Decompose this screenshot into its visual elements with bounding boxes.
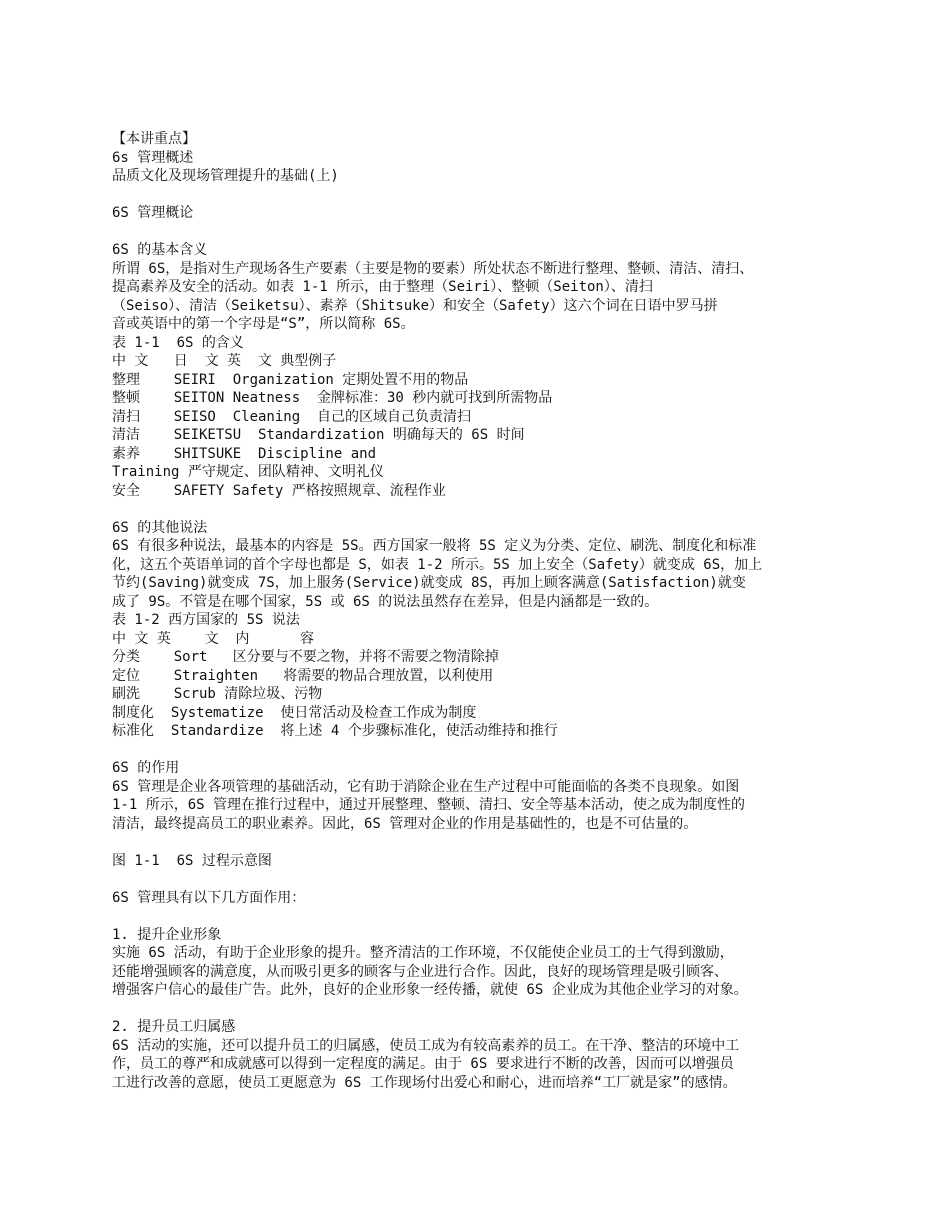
table-row: 清洁 SEIKETSU Standardization 明确每天的 6S 时间 <box>112 427 525 443</box>
table-row: 整理 SEIRI Organization 定期处置不用的物品 <box>112 371 469 388</box>
table-row: 安全 SAFETY Safety 严格按照规章、流程作业 <box>112 482 446 499</box>
table-row: 制度化 Systematize 使日常活动及检查工作成为制度 <box>112 704 477 721</box>
document-page <box>112 130 852 1092</box>
table-row: 刷洗 Scrub 清除垃圾、污物 <box>112 686 323 702</box>
spacer <box>112 833 852 852</box>
spacer <box>112 186 852 205</box>
table-row: 标准化 Standardize 将上述 4 个步骤标准化，使活动维持和推行 <box>112 723 558 739</box>
table-caption: 表 1-1 6S 的含义 <box>112 334 244 351</box>
section-title-overview: 6S 管理概论 <box>112 205 194 221</box>
paragraph-line: 所谓 6S，是指对生产现场各生产要素（主要是物的要素）所处状态不断进行整理、整顿、清洁、清扫、 <box>112 260 754 277</box>
effect-intro: 6S 管理具有以下几方面作用： <box>112 889 306 906</box>
course-subtitle: 品质文化及现场管理提升的基础(上) <box>112 168 339 184</box>
point-title: 1. 提升企业形象 <box>112 926 222 943</box>
table-row: 整顿 SEITON Neatness 金牌标准：30 秒内就可找到所需物品 <box>112 390 553 406</box>
paragraph-line: 实施 6S 活动，有助于企业形象的提升。整齐清洁的工作环境，不仅能使企业员工的士气得到激励， <box>112 945 734 961</box>
table-row: 分类 Sort 区分要与不要之物，并将不需要之物清除掉 <box>112 649 499 665</box>
paragraph-line: 清洁，最终提高员工的职业素养。因此，6S 管理对企业的作用是基础性的，也是不可估量的。 <box>112 815 698 832</box>
table-header: 中 文 英 文 内 容 <box>112 630 315 647</box>
table-row: 定位 Straighten 将需要的物品合理放置，以利使用 <box>112 667 494 684</box>
spacer <box>112 500 852 519</box>
paragraph-line: 提高素养及安全的活动。如表 1-1 所示，由于整理（Seiri）、整顿（Seiton）、清扫 <box>112 279 653 295</box>
table-row: 清扫 SEISO Cleaning 自己的区域自己负责清扫 <box>112 408 472 425</box>
table-caption: 表 1-2 西方国家的 5S 说法 <box>112 612 300 628</box>
table-row: Training 严守规定、团队精神、文明礼仪 <box>112 464 384 480</box>
spacer <box>112 1000 852 1019</box>
section-title-other: 6S 的其他说法 <box>112 519 208 536</box>
section-title-effect: 6S 的作用 <box>112 760 180 776</box>
paragraph-line: 还能增强顾客的满意度，从而吸引更多的顾客与企业进行合作。因此，良好的现场管理是吸引顾客、 <box>112 963 728 980</box>
key-points-tag: 【本讲重点】 <box>112 131 196 147</box>
section-title-meaning: 6S 的基本含义 <box>112 242 208 258</box>
paragraph-line: 6S 有很多种说法，最基本的内容是 5S。西方国家一般将 5S 定义为分类、定位、刷洗、制度化和标准 <box>112 538 757 554</box>
course-title: 6s 管理概述 <box>112 149 194 166</box>
spacer <box>112 223 852 242</box>
paragraph-line: 6S 管理是企业各项管理的基础活动，它有助于消除企业在生产过程中可能面临的各类不良现象。如图 <box>112 778 740 795</box>
paragraph-line: 音或英语中的第一个字母是“S”，所以简称 6S。 <box>112 316 415 332</box>
spacer <box>112 741 852 760</box>
paragraph-line: 增强客户信心的最佳广告。此外，良好的企业形象一经传播，就使 6S 企业成为其他企业学习的对象。 <box>112 982 748 998</box>
paragraph-line: 作，员工的尊严和成就感可以得到一定程度的满足。由于 6S 要求进行不断的改善，因而可以增强员 <box>112 1056 734 1072</box>
paragraph-line: 节约(Saving)就变成 7S，加上服务(Service)就变成 8S，再加上顾客满意(Satisfaction)就变 <box>112 575 746 591</box>
figure-caption: 图 1-1 6S 过程示意图 <box>112 852 272 869</box>
paragraph-line: 化，这五个英语单词的首个字母也都是 S，如表 1-2 所示。5S 加上安全（Safety）就变成 6S，加上 <box>112 556 763 573</box>
paragraph-line: 工进行改善的意愿，使员工更愿意为 6S 工作现场付出爱心和耐心，进而培养“工厂就是家”的感情。 <box>112 1074 737 1091</box>
table-row: 素养 SHITSUKE Discipline and <box>112 445 377 462</box>
paragraph-line: 6S 活动的实施，还可以提升员工的归属感，使员工成为有较高素养的员工。在干净、整洁的环境中工 <box>112 1037 740 1054</box>
point-title: 2. 提升员工归属感 <box>112 1019 236 1035</box>
spacer <box>112 870 852 889</box>
spacer <box>112 907 852 926</box>
paragraph-line: 成了 9S。不管是在哪个国家，5S 或 6S 的说法虽然存在差异，但是内涵都是一致的。 <box>112 593 659 610</box>
table-header: 中 文 日 文 英 文 典型例子 <box>112 353 337 369</box>
paragraph-line: 1-1 所示，6S 管理在推行过程中，通过开展整理、整顿、清扫、安全等基本活动，使之成为制度性的 <box>112 797 745 813</box>
paragraph-line: （Seiso）、清洁（Seiketsu）、素养（Shitsuke）和安全（Safety）这六个词在日语中罗马拼 <box>112 297 718 314</box>
